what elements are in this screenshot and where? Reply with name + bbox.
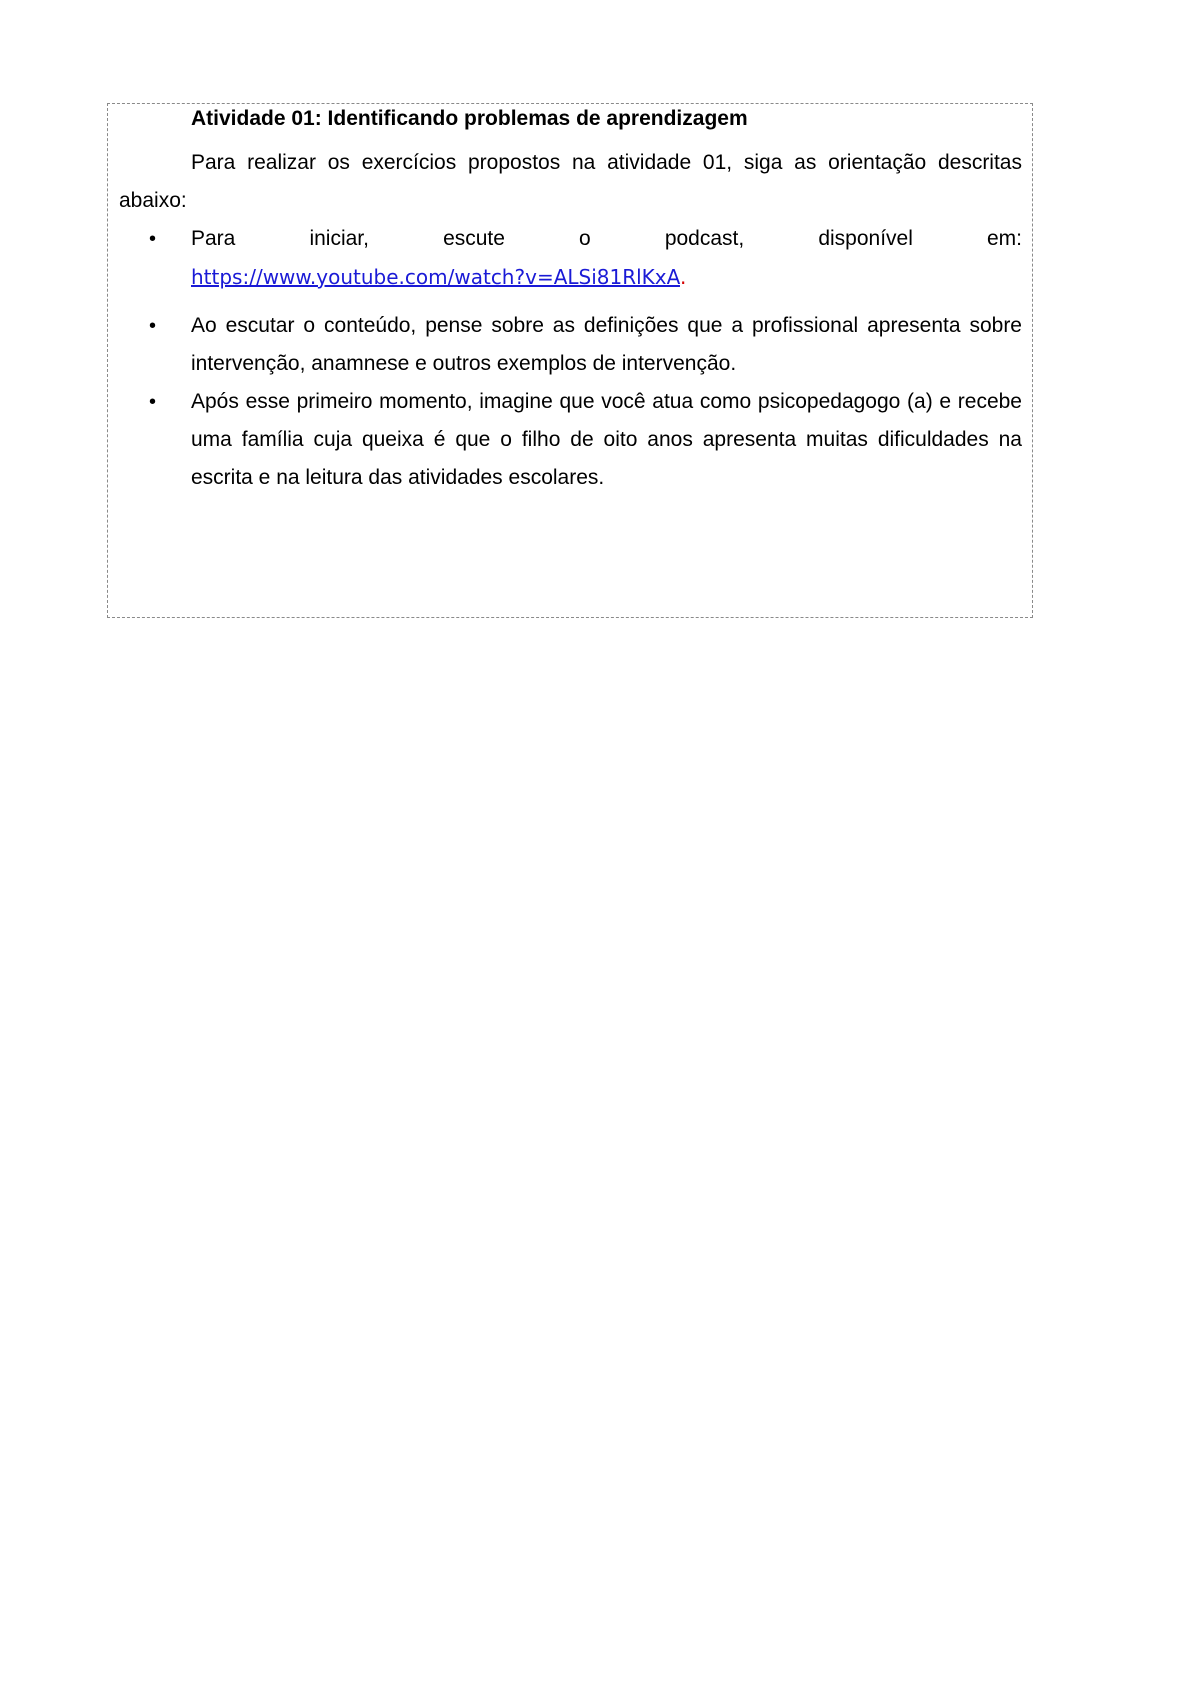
activity-title: Atividade 01: Identificando problemas de aprendizagem bbox=[191, 107, 748, 130]
list-item-3: Após esse primeiro momento, imagine que você atua como psicopedagogo (a) e recebe uma família cuja queixa é que o filho de oito anos apresenta muitas dificuldades na escrita e na leitura das atividades escolares. bbox=[191, 390, 1022, 489]
list-item-1-word: em: bbox=[986, 227, 1022, 250]
bullet-icon: • bbox=[149, 315, 157, 337]
bullet-icon: • bbox=[149, 391, 157, 413]
list-item-1-word: escute bbox=[443, 227, 505, 250]
list-item-1-word: o bbox=[579, 227, 591, 250]
list-item-1-line bbox=[191, 220, 1022, 258]
list-item-2: Ao escutar o conteúdo, pense sobre as definições que a profissional apresenta sobre intervenção, anamnese e outros exemplos de intervenção. bbox=[191, 314, 1022, 375]
list-item-1-word: iniciar, bbox=[309, 227, 369, 250]
bullet-icon: • bbox=[149, 228, 157, 250]
intro-paragraph: Para realizar os exercícios propostos na atividade 01, siga as orientação descritas abaixo: bbox=[119, 151, 1022, 212]
list-item-1-word: podcast, bbox=[664, 227, 745, 250]
list-item-1-word: disponível bbox=[818, 227, 913, 250]
podcast-link[interactable]: https://www.youtube.com/watch?v=ALSi81RlKxA bbox=[191, 265, 680, 289]
activity-box bbox=[107, 103, 1033, 618]
link-period: . bbox=[679, 265, 687, 289]
podcast-link-line bbox=[191, 258, 686, 296]
list-item-1-word: Para bbox=[191, 227, 236, 250]
